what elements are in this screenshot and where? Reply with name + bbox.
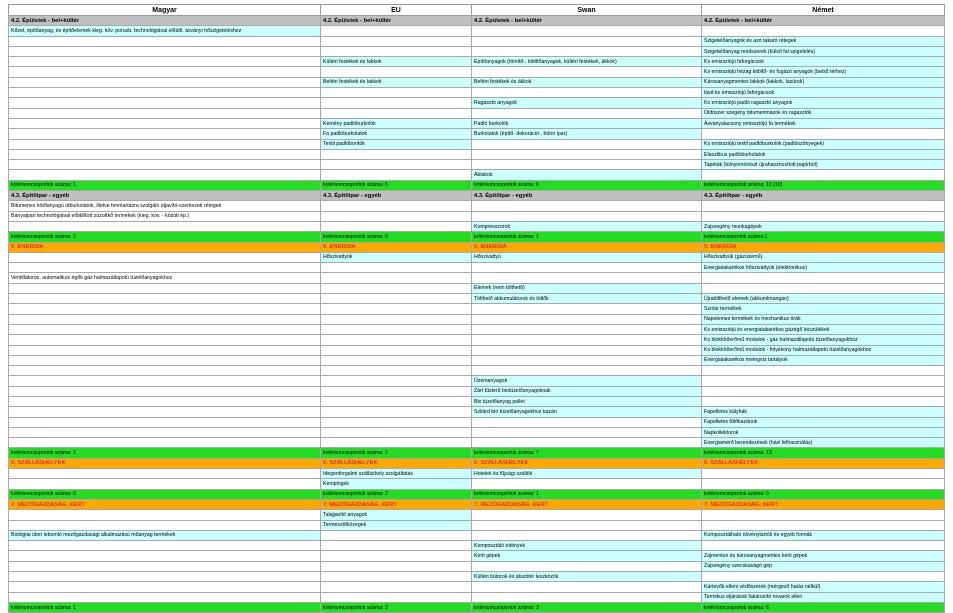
cell-magyar[interactable] [9,510,321,520]
cell-magyar[interactable]: Bitumenes kötőanyagú útburkolatok, illetve fenntartásra szolgáló útjavító-szerkezeti rétegek [9,201,321,211]
cell-nemet[interactable]: Napkollektorok [702,427,945,437]
cell-eu[interactable] [321,67,472,77]
cell-nemet[interactable]: lásd ks emissziójú faforgácsok [702,88,945,98]
cell-swan[interactable] [472,149,702,159]
cell-swan[interactable]: 6. SZÁLLÁSHELYEK [472,458,702,468]
cell-eu[interactable] [321,592,472,602]
cell-magyar[interactable] [9,561,321,571]
cell-eu[interactable] [321,438,472,448]
sheet-body [9,16,945,613]
cell-swan[interactable] [472,26,702,36]
cell-nemet[interactable] [702,469,945,479]
cell-eu[interactable]: kritériumcsoportok száma: 2 [321,489,472,499]
cell-nemet[interactable]: Ks emissziójú textil padlóburkolók (padlószőnyegek) [702,139,945,149]
cell-nemet[interactable]: Szigetelőanyag rendszerek (külső fal szigetelés) [702,46,945,56]
cell-nemet[interactable]: Ks emissziójú hézag kitöltő- és fugázó anyagok (belső térhez) [702,67,945,77]
cell-magyar[interactable] [9,479,321,489]
cell-eu[interactable]: Termesztőközegek [321,520,472,530]
cell-eu[interactable] [321,407,472,417]
cell-magyar[interactable]: Kőzet, építőanyag, és építőelemek kieg. köv. porusb. technológiával előállt. ásványi hőszigeteléshez [9,26,321,36]
cell-eu[interactable]: Textil padlóborítók [321,139,472,149]
comparison-spreadsheet [8,4,945,613]
cell-swan[interactable]: Elemek (nem tölthető) [472,283,702,293]
cell-eu[interactable] [321,36,472,46]
category-header-row [9,499,945,509]
cell-nemet[interactable] [702,396,945,406]
cell-nemet[interactable] [702,520,945,530]
cell-magyar[interactable] [9,139,321,149]
cell-nemet[interactable]: Ks emissziójú padló ragasztó anyagok [702,98,945,108]
table-row [9,88,945,98]
cell-nemet[interactable]: Elasztikus padlóburkolatok [702,149,945,159]
header-row [9,5,945,16]
column-header-eu[interactable]: EU [321,5,472,16]
cell-magyar[interactable]: 6. SZÁLLÁSHELYEK [9,458,321,468]
cell-magyar[interactable] [9,118,321,128]
cell-eu[interactable]: kritériumcsoportok száma: 6 [321,180,472,190]
cell-eu[interactable] [321,149,472,159]
cell-eu[interactable] [321,201,472,211]
cell-eu[interactable] [321,366,472,376]
cell-swan[interactable] [472,324,702,334]
cell-swan[interactable] [472,139,702,149]
table-row [9,118,945,128]
cell-nemet[interactable] [702,376,945,386]
cell-magyar[interactable] [9,386,321,396]
cell-swan[interactable] [472,366,702,376]
cell-eu[interactable] [321,263,472,273]
cell-swan[interactable] [472,355,702,365]
cell-magyar[interactable] [9,283,321,293]
cell-magyar[interactable] [9,417,321,427]
table-row [9,417,945,427]
cell-magyar[interactable] [9,592,321,602]
cell-magyar[interactable]: kritériumcsoportok száma: 0 [9,489,321,499]
cell-nemet[interactable]: Komposztálható növénytartók és egyéb formák [702,530,945,540]
cell-swan[interactable] [472,520,702,530]
cell-magyar[interactable]: kritériumcsoportok száma: 2 [9,232,321,242]
cell-magyar[interactable]: Bányaipari technológiával előállított zúzottkő termékek (kieg. köv. - közúti ép.) [9,211,321,221]
cell-nemet[interactable] [702,211,945,221]
cell-swan[interactable]: Üzemanyagok [472,376,702,386]
table-row [9,376,945,386]
cell-swan[interactable]: Zárt tűzterű biotüzelőanyagoknak [472,386,702,396]
cell-swan[interactable]: Építőanyagok (tömítő-, kitöltőanyagok, kültéri festékek, ákkok) [472,57,702,67]
cell-nemet[interactable]: Szigetelőanyagok és azó takaró rétegek [702,36,945,46]
cell-magyar[interactable] [9,77,321,87]
cell-eu[interactable] [321,355,472,365]
table-row [9,314,945,324]
cell-swan[interactable] [472,273,702,283]
table-row [9,561,945,571]
table-row [9,149,945,159]
criteria-count-row [9,489,945,499]
table-row [9,67,945,77]
cell-magyar[interactable] [9,396,321,406]
cell-magyar[interactable] [9,355,321,365]
cell-nemet[interactable]: Termikus eljárások fakárosító rovarok ellen [702,592,945,602]
table-row [9,479,945,489]
cell-swan[interactable]: 4.3. Építőipar - egyéb [472,191,702,201]
criteria-count-row [9,448,945,458]
cell-swan[interactable] [472,160,702,170]
cell-eu[interactable] [321,324,472,334]
cell-magyar[interactable] [9,98,321,108]
cell-swan[interactable] [472,592,702,602]
cell-nemet[interactable] [702,170,945,180]
cell-swan[interactable]: 4.2. Épületek - bel+kültér [472,16,702,26]
cell-magyar[interactable] [9,427,321,437]
cell-eu[interactable] [321,46,472,56]
cell-magyar[interactable] [9,407,321,417]
cell-swan[interactable]: Burkolatok (építő- dekoráció-, bútor ipar) [472,129,702,139]
cell-nemet[interactable] [702,572,945,582]
cell-eu[interactable] [321,273,472,283]
cell-swan[interactable]: kritériumcsoportok száma: 7 [472,448,702,458]
cell-magyar[interactable] [9,345,321,355]
table-row [9,252,945,262]
cell-eu[interactable] [321,304,472,314]
cell-swan[interactable] [472,201,702,211]
cell-swan[interactable] [472,67,702,77]
cell-magyar[interactable] [9,324,321,334]
cell-eu[interactable] [321,170,472,180]
criteria-count-row [9,602,945,612]
cell-magyar[interactable] [9,335,321,345]
section-header-row [9,191,945,201]
cell-swan[interactable]: kritériumcsoportok száma: 6 [472,180,702,190]
cell-nemet[interactable]: Napelemes termékek és mechanikus órák [702,314,945,324]
table-row [9,304,945,314]
cell-nemet[interactable]: Zajszegény szecskavágó gép [702,561,945,571]
cell-magyar[interactable] [9,57,321,67]
cell-magyar[interactable]: 4.2. Épületek - bel+kültér [9,16,321,26]
cell-magyar[interactable] [9,582,321,592]
table-row [9,283,945,293]
cell-swan[interactable] [472,108,702,118]
cell-eu[interactable] [321,314,472,324]
cell-swan[interactable]: 7. MEZŐGAZDASÁG, KERT [472,499,702,509]
cell-eu[interactable] [321,294,472,304]
cell-magyar[interactable] [9,160,321,170]
cell-nemet[interactable]: Károsanyagmentes lakkok (lakkok, lazúrok) [702,77,945,87]
cell-nemet[interactable]: Fapelletes fűtőkazánok [702,417,945,427]
table-row [9,139,945,149]
table-row [9,294,945,304]
cell-magyar[interactable] [9,469,321,479]
cell-magyar[interactable] [9,541,321,551]
cell-nemet[interactable] [702,129,945,139]
cell-magyar[interactable]: Ventillátoros, automatikus égők gáz halmazállapotú tüzelőanyagokhoz [9,273,321,283]
cell-swan[interactable] [472,417,702,427]
cell-swan[interactable]: 5. ENERGIA [472,242,702,252]
table-row [9,530,945,540]
cell-swan[interactable]: Bio tüzelőanyag pellet [472,396,702,406]
cell-nemet[interactable]: kritériumcsoportok száma: 12 (10) [702,180,945,190]
cell-swan[interactable]: Komposztáló edények [472,541,702,551]
cell-nemet[interactable]: Kártevők elleni védőszerek (mérgező hatás nélkül) [702,582,945,592]
cell-nemet[interactable]: kritériumcsoportok száma: 0 [702,489,945,499]
cell-magyar[interactable] [9,551,321,561]
column-header-nemet[interactable]: Német [702,5,945,16]
cell-nemet[interactable]: Energiatakarékos hőszivattyúk (elektronikus) [702,263,945,273]
cell-magyar[interactable] [9,88,321,98]
cell-swan[interactable]: Kültéri bútorok és átszótér leszközök [472,572,702,582]
cell-magyar[interactable] [9,46,321,56]
cell-eu[interactable] [321,88,472,98]
cell-magyar[interactable]: 5. ENERGIA [9,242,321,252]
cell-nemet[interactable] [702,386,945,396]
cell-eu[interactable] [321,551,472,561]
cell-swan[interactable] [472,479,702,489]
cell-swan[interactable] [472,314,702,324]
cell-magyar[interactable] [9,376,321,386]
cell-eu[interactable] [321,108,472,118]
table-row [9,572,945,582]
cell-eu[interactable]: Hőszivattyúk [321,252,472,262]
cell-magyar[interactable] [9,221,321,231]
cell-eu[interactable] [321,530,472,540]
cell-swan[interactable] [472,530,702,540]
cell-nemet[interactable]: Tapéták (túlnyomórészt újrahasznosított papírból) [702,160,945,170]
cell-magyar[interactable] [9,129,321,139]
cell-eu[interactable] [321,386,472,396]
cell-eu[interactable] [321,98,472,108]
cell-eu[interactable]: kritériumcsoportok száma: 2 [321,602,472,612]
cell-eu[interactable]: 7. MEZŐGAZDASÁG, KERT [321,499,472,509]
table-row [9,211,945,221]
cell-nemet[interactable] [702,273,945,283]
table-row [9,592,945,602]
cell-swan[interactable] [472,263,702,273]
cell-swan[interactable]: Kompresszorok [472,221,702,231]
cell-nemet[interactable]: Ks blokkhőerőmű modulok - folyékony halmazállapotú tüzelőanyagokhoz [702,345,945,355]
table-row [9,170,945,180]
cell-eu[interactable] [321,283,472,293]
table-row [9,396,945,406]
table-row [9,263,945,273]
cell-nemet[interactable]: kritériumcsoportok száma: 6 [702,602,945,612]
cell-eu[interactable]: Beltéri festékek és lakkok [321,77,472,87]
table-row [9,221,945,231]
cell-swan[interactable]: kritériumcsoportok száma: 1 [472,232,702,242]
cell-eu[interactable]: Kültéri festékek és lakkok [321,57,472,67]
cell-nemet[interactable] [702,510,945,520]
table-row [9,551,945,561]
cell-swan[interactable]: Tölthető akkumulátorok és töltők [472,294,702,304]
cell-eu[interactable]: 5. ENERGIA [321,242,472,252]
table-row [9,520,945,530]
cell-swan[interactable] [472,304,702,314]
table-row [9,355,945,365]
cell-nemet[interactable]: Zajszegény munkagépek [702,221,945,231]
cell-eu[interactable] [321,427,472,437]
cell-nemet[interactable] [702,541,945,551]
cell-nemet[interactable]: Energiamérő berendezések (házi felhasználás) [702,438,945,448]
cell-eu[interactable] [321,211,472,221]
criteria-count-row [9,180,945,190]
cell-swan[interactable] [472,561,702,571]
cell-eu[interactable] [321,160,472,170]
cell-magyar[interactable] [9,108,321,118]
cell-eu[interactable] [321,376,472,386]
cell-nemet[interactable]: Ásványalacsony emissziójú fa termékek [702,118,945,128]
cell-magyar[interactable] [9,366,321,376]
cell-magyar[interactable] [9,294,321,304]
section-header-row [9,16,945,26]
table-row [9,407,945,417]
cell-nemet[interactable] [702,366,945,376]
cell-magyar[interactable]: kritériumcsoportok száma: 1 [9,602,321,612]
table-row [9,160,945,170]
cell-swan[interactable] [472,335,702,345]
cell-swan[interactable] [472,36,702,46]
table-row [9,427,945,437]
cell-swan[interactable] [472,46,702,56]
table-row [9,26,945,36]
cell-nemet[interactable] [702,201,945,211]
cell-eu[interactable] [321,335,472,345]
cell-nemet[interactable] [702,26,945,36]
cell-magyar[interactable]: kritériumcsoportok száma: 1 [9,180,321,190]
cell-eu[interactable] [321,396,472,406]
cell-magyar[interactable] [9,252,321,262]
cell-swan[interactable] [472,211,702,221]
cell-nemet[interactable] [702,479,945,489]
cell-swan[interactable] [472,88,702,98]
cell-eu[interactable] [321,561,472,571]
cell-magyar[interactable]: Biológiai úton lebomló mezőgazdasági alkalmazású műanyag termékek [9,530,321,540]
table-row [9,36,945,46]
table-row [9,98,945,108]
cell-nemet[interactable]: Ks emissziójú faforgácsok [702,57,945,67]
category-header-row [9,242,945,252]
cell-magyar[interactable] [9,438,321,448]
cell-nemet[interactable]: Szolár termékek [702,304,945,314]
cell-eu[interactable]: Talajjavító anyagok [321,510,472,520]
table-row [9,582,945,592]
table-row [9,510,945,520]
table-row [9,386,945,396]
cell-eu[interactable]: kritériumcsoportok száma: 1 [321,448,472,458]
cell-swan[interactable]: Kerti gépek [472,551,702,561]
cell-eu[interactable]: 4.3. Építőipar - egyéb [321,191,472,201]
cell-nemet[interactable]: 6. SZÁLLÁSHELYEK [702,458,945,468]
cell-eu[interactable]: kritériumcsoportok száma: 0 [321,232,472,242]
cell-magyar[interactable]: kritériumcsoportok száma: 1 [9,448,321,458]
cell-eu[interactable]: 4.2. Épületek - bel+kültér [321,16,472,26]
table-row [9,201,945,211]
cell-eu[interactable] [321,345,472,355]
cell-eu[interactable] [321,221,472,231]
cell-magyar[interactable] [9,314,321,324]
cell-eu[interactable]: 6. SZÁLLÁSHELYEK [321,458,472,468]
cell-swan[interactable]: Hotelek és fűjsági szállók [472,469,702,479]
cell-nemet[interactable] [702,283,945,293]
cell-eu[interactable]: Fa padlóburkolatok [321,129,472,139]
cell-nemet[interactable]: 7. MEZŐGAZDASÁG, KERT [702,499,945,509]
cell-eu[interactable] [321,26,472,36]
cell-nemet[interactable]: 4.3. Építőipar - egyéb [702,191,945,201]
cell-swan[interactable]: Ablakok [472,170,702,180]
criteria-count-row [9,232,945,242]
table-row [9,46,945,56]
cell-swan[interactable]: kritériumcsoportok száma: 1 [472,489,702,499]
column-header-magyar[interactable]: Magyar [9,5,321,16]
cell-eu[interactable] [321,541,472,551]
cell-magyar[interactable]: 7. MEZŐGAZDASÁG, KERT [9,499,321,509]
cell-swan[interactable]: Beltéri festékek és ákkok [472,77,702,87]
cell-eu[interactable] [321,582,472,592]
cell-magyar[interactable]: 4.3. Építőipar - egyéb [9,191,321,201]
cell-nemet[interactable]: Újratölthető elemek (akkumlmangán) [702,294,945,304]
cell-magyar[interactable] [9,36,321,46]
cell-swan[interactable] [472,345,702,355]
cell-nemet[interactable]: Oldószer szegény bitumenmázok és ragasztók [702,108,945,118]
category-header-row [9,458,945,468]
cell-nemet[interactable]: 5. ENERGIA [702,242,945,252]
table-row [9,273,945,283]
cell-magyar[interactable] [9,170,321,180]
cell-eu[interactable]: Kempingek [321,479,472,489]
cell-nemet[interactable]: 4.2. Épületek - bel+kültér [702,16,945,26]
cell-swan[interactable] [472,427,702,437]
table-row [9,324,945,334]
cell-swan[interactable]: Ragasztó anyagok [472,98,702,108]
cell-nemet[interactable]: Energiatakarékos melegvíz tartályok [702,355,945,365]
cell-swan[interactable]: Hőszivattyú [472,252,702,262]
cell-swan[interactable]: Szilárd bio tüzelőanyagokhoz kazán [472,407,702,417]
cell-nemet[interactable]: kritériumcsoportok száma: 13 [702,448,945,458]
cell-magyar[interactable] [9,520,321,530]
cell-nemet[interactable]: Hőszivattyúk (gázüzemű) [702,252,945,262]
table-row [9,77,945,87]
table-row [9,438,945,448]
table-row [9,57,945,67]
table-row [9,108,945,118]
table-row [9,541,945,551]
cell-swan[interactable] [472,510,702,520]
cell-nemet[interactable]: Zajmentes és károsanyagmentes kerti gépek [702,551,945,561]
cell-eu[interactable]: Idegenforgalmi szálláshely szolgáltatás [321,469,472,479]
cell-eu[interactable] [321,417,472,427]
cell-magyar[interactable] [9,572,321,582]
cell-magyar[interactable] [9,304,321,314]
table-row [9,345,945,355]
cell-magyar[interactable] [9,67,321,77]
column-header-swan[interactable]: Swan [472,5,702,16]
table-row [9,469,945,479]
cell-swan[interactable] [472,438,702,448]
cell-swan[interactable]: Padló burkolók [472,118,702,128]
cell-magyar[interactable] [9,263,321,273]
cell-eu[interactable] [321,572,472,582]
table-row [9,335,945,345]
cell-nemet[interactable]: Ks emissziójú és energiatakarékos gázégő készülékek [702,324,945,334]
cell-eu[interactable]: Kemény padlóburkolók [321,118,472,128]
cell-magyar[interactable] [9,149,321,159]
cell-nemet[interactable]: Ks blokkhőerőmű modulok - gáz halmazállapotú tüzelőanyagokhoz [702,335,945,345]
cell-swan[interactable] [472,582,702,592]
table-row [9,129,945,139]
table-row [9,366,945,376]
cell-nemet[interactable]: kritériumcsoportok száma:1 [702,232,945,242]
cell-swan[interactable]: kritériumcsoportok száma: 3 [472,602,702,612]
cell-nemet[interactable]: Fapelletes kályhák [702,407,945,417]
